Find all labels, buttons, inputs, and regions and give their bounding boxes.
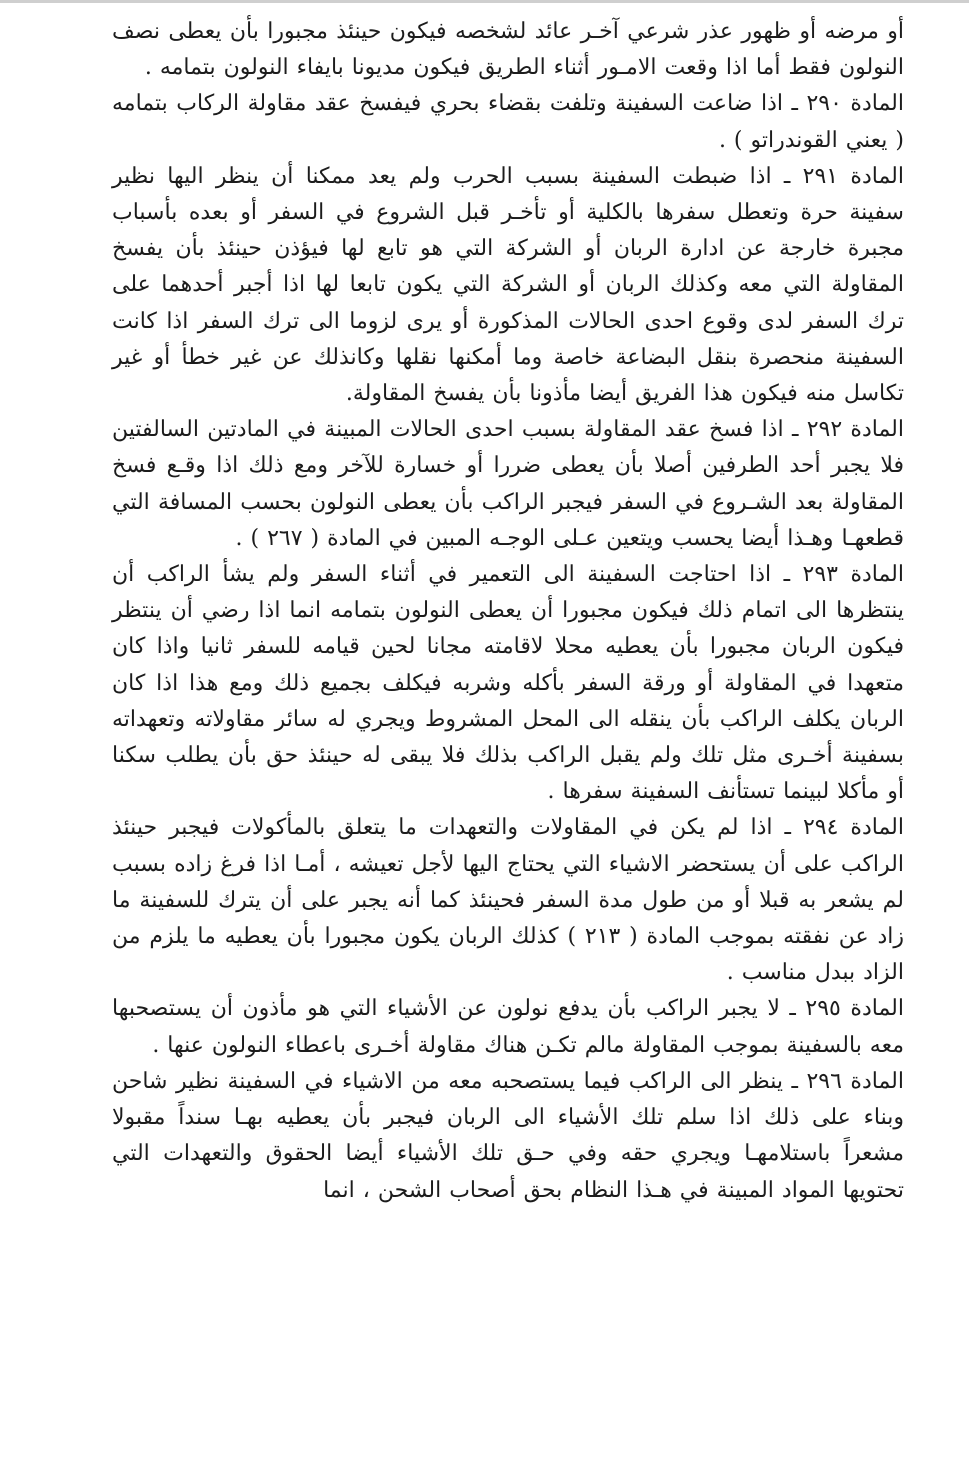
paragraph-article-292: المادة ٢٩٢ ـ اذا فسخ عقد المقاولة بسبب احدى الحالات المبينة في المادتين السالفتين فلا يجبر أحد الطرفين أصلا بأن يعطى ضررا أو خسارة للآخر ومع ذلك اذا وقـع فسخ المقاولة بعد الشـروع في السفر فيجبر الراكب بأن يعطى النولون بحسب المسافة التي قطعهـا وهـذا أيضا يحسب ويتعين عـلى الوجـه المبين في المادة ( ٢٦٧ ) . [112, 417, 904, 551]
paragraph-article-294: المادة ٢٩٤ ـ اذا لم يكن في المقاولات والتعهدات ما يتعلق بالمأكولات فيجبر حينئذ الراكب على أن يستحضر الاشياء التي يحتاج اليها لأجل تعيشه ، أمـا اذا فرغ زاده بسبب لم يشعر به قبلا أو من طول مدة السفر فحينئذ كما أنه يجبر على أن يترك للسفينة ما زاد عن نفقته بموجب المادة ( ٢١٣ ) كذلك الربان يكون مجبورا بأن يعطيه ما يلزم من الزاد ببدل مناسب . [112, 815, 905, 986]
page-top-edge [0, 0, 969, 3]
paragraph-article-293: المادة ٢٩٣ ـ اذا احتاجت السفينة الى التعمير في أثناء السفر ولم يشأ الراكب أن ينتظرها الى اتمام ذلك فيكون مجبورا أن يعطى النولون بتمامه انما اذا رضي أن ينتظر فيكون الربان مجبورا بأن يعطيه محلا لاقامته مجانا لحين قيامه للسفر ثانيا واذا كان متعهدا في المقاولة أو ورقة السفر بأكله وشربه فيكلف بجميع ذلك ومع هذا اذا كان الربان يكلف الراكب بأن ينقله الى المحل المشروط ويجري له سائر مقاولاته وتعهداته بسفينة أخـرى مثل تلك ولم يقبل الراكب بذلك فلا يبقى له حينئذ حق بأن يطلب سكنا أو مأكلا لبينما تستأنف السفينة سفرها . [112, 562, 904, 805]
paragraph-article-290: المادة ٢٩٠ ـ اذا ضاعت السفينة وتلفت بقضاء بحري فيفسخ عقد مقاولة الركاب بتمامه ( يعني القوندراتو ) . [112, 91, 904, 153]
paragraph-continuation: أو مرضه أو ظهور عذر شرعي آخـر عائد لشخصه فيكون حينئذ مجبورا بأن يعطى نصف النولون فقط أما اذا وقعت الامـور أثناء الطريق فيكون مديونا بايفاء النولون بتمامه . [112, 19, 904, 81]
paragraph-article-291: المادة ٢٩١ ـ اذا ضبطت السفينة بسبب الحرب ولم يعد ممكنا أن ينظر اليها نظير سفينة حرة وتعطل سفرها بالكلية أو تأخـر قبل الشروع في السفر أو بعده بأسباب مجبرة خارجة عن ادارة الربان أو الشركة التي هو تابع لها فيؤذن حينئذ بأن يفسخ المقاولة التي معه وكذلك الربان أو الشركة التي يكون تابعا لها اذا أجبر أحدهما على ترك السفر لدى وقوع احدى الحالات المذكورة أو يرى لزوما الى ترك السفر اذا كانت السفينة منحصرة بنقل البضاعة خاصة وما أمكنها نقلها وكانذلك عن غير خطأ أو غير تكاسل منه فيكون هذا الفريق أيضا مأذونا بأن يفسخ المقاولة. [112, 163, 904, 407]
document-page [112, 14, 904, 1209]
paragraph-article-295: المادة ٢٩٥ ـ لا يجبر الراكب بأن يدفع نولون عن الأشياء التي هو مأذون أن يستصحبها معه بالسفينة بموجب المقاولة مالم تكـن هناك مقاولة أخـرى باعطاء النولون عنها . [112, 996, 904, 1058]
paragraph-article-296: المادة ٢٩٦ ـ ينظر الى الراكب فيما يستصحبه معه من الاشياء في السفينة نظير شاحن وبناء على ذلك اذا سلم تلك الأشياء الى الربان فيجبر بأن يعطيه بهـا سنداً مقبولا مشعراً باستلامهـا ويجري حقه وفي حـق تلك الأشياء أيضا الحقوق والتعهدات التي تحتويها المواد المبينة في هـذا النظام بحق أصحاب الشحن ، انما [112, 1068, 904, 1203]
